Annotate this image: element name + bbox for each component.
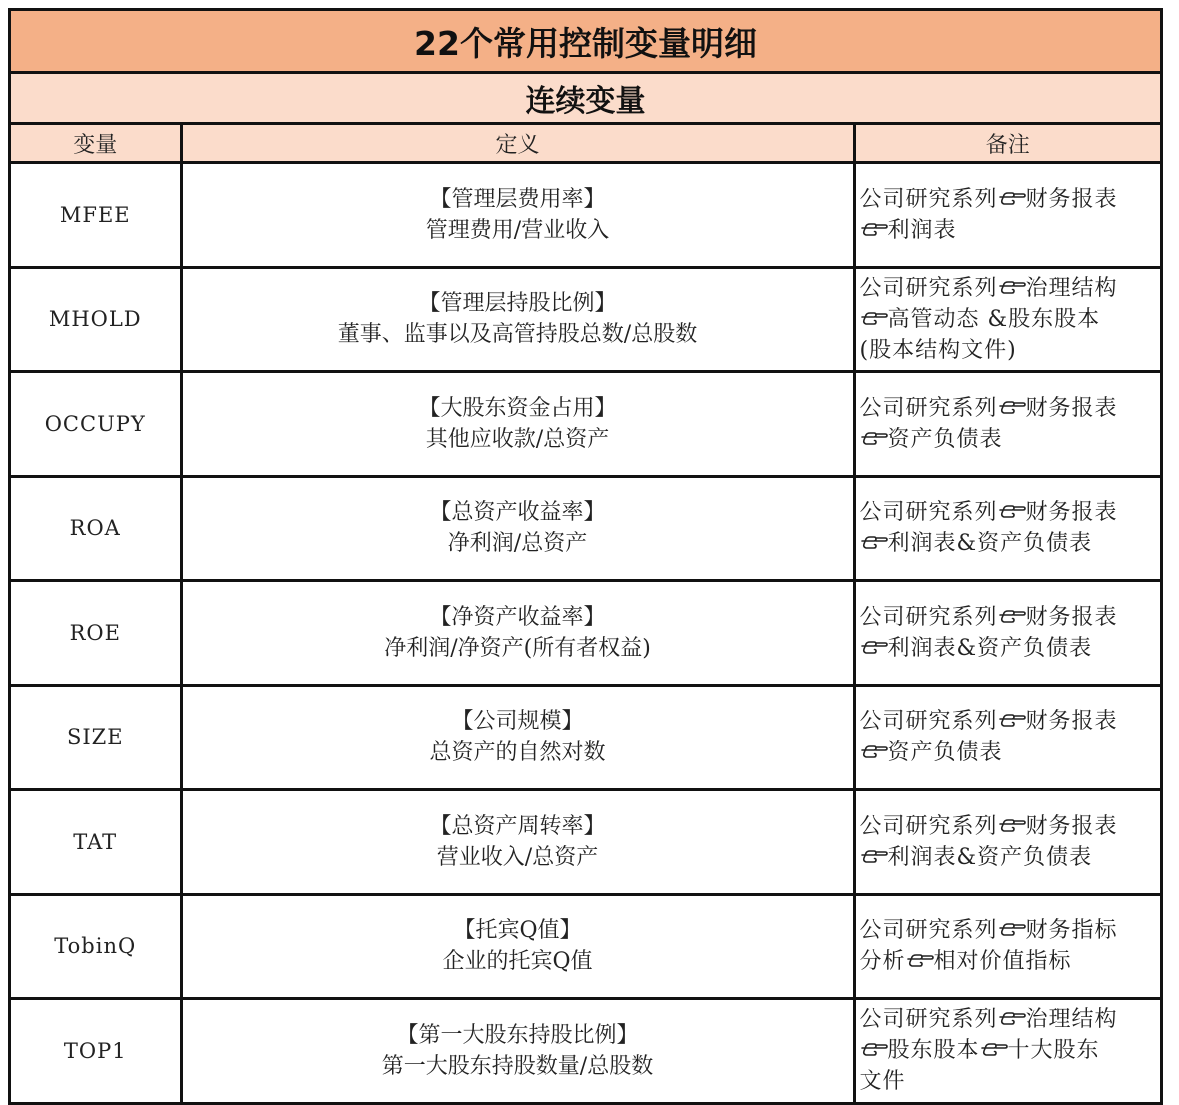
note-cell	[854, 476, 1160, 581]
sheet-title: 22个常用控制变量明细	[11, 11, 1160, 74]
note-text: 治理结构	[1025, 275, 1118, 301]
note-line	[860, 811, 1157, 842]
note-text: 公司研究系列	[859, 918, 998, 944]
note-line	[860, 497, 1157, 528]
note-text: 治理结构	[1025, 1007, 1118, 1033]
note-line	[860, 633, 1157, 664]
note-line	[860, 915, 1157, 946]
pointing-hand-icon	[998, 1006, 1026, 1026]
table-row	[11, 999, 1160, 1102]
header-variable: 变量	[11, 125, 181, 163]
note-line	[860, 528, 1157, 559]
note-line	[860, 424, 1157, 455]
pointing-hand-icon	[906, 948, 934, 968]
note-text: 财务报表	[1025, 186, 1118, 212]
table-row	[11, 685, 1160, 790]
definition-cell	[181, 894, 854, 999]
pointing-hand-icon	[860, 306, 888, 326]
header-note: 备注	[854, 125, 1160, 163]
note-cell	[854, 163, 1160, 268]
pointing-hand-icon	[998, 917, 1026, 937]
note-line	[860, 273, 1157, 304]
variable-cell: TAT	[11, 790, 181, 895]
definition-formula: 净利润/总资产	[447, 531, 588, 557]
note-cell	[854, 894, 1160, 999]
definition-formula: 其他应收款/总资产	[425, 426, 610, 452]
pointing-hand-icon	[998, 708, 1026, 728]
note-text: 利润表	[887, 217, 957, 243]
note-text: 利润表&资产负债表	[887, 531, 1093, 557]
note-text: 高管动态 &股东股本	[887, 306, 1101, 332]
note-text: 公司研究系列	[859, 1007, 998, 1033]
note-text: 利润表&资产负债表	[887, 635, 1093, 661]
pointing-hand-icon	[860, 217, 888, 237]
variable-cell: ROA	[11, 476, 181, 581]
definition-formula: 净利润/净资产(所有者权益)	[384, 635, 651, 661]
note-line	[860, 335, 1157, 366]
definition-cell	[181, 163, 854, 268]
definition-formula: 管理费用/营业收入	[425, 217, 610, 243]
table-row	[11, 894, 1160, 999]
pointing-hand-icon	[998, 275, 1026, 295]
note-cell	[854, 581, 1160, 686]
variables-table	[11, 125, 1160, 1102]
table-header-row	[11, 125, 1160, 163]
definition-formula: 第一大股东持股数量/总股数	[381, 1053, 654, 1079]
note-line	[860, 946, 1157, 977]
note-text: 资产负债表	[887, 426, 1003, 452]
note-cell	[854, 999, 1160, 1102]
note-line	[860, 215, 1157, 246]
note-text: 股东股本	[887, 1038, 980, 1064]
note-text: 公司研究系列	[859, 813, 998, 839]
table-row	[11, 267, 1160, 372]
definition-cell	[181, 267, 854, 372]
note-text: 财务报表	[1025, 709, 1118, 735]
note-text: 公司研究系列	[859, 709, 998, 735]
note-text: 公司研究系列	[859, 186, 998, 212]
note-text: (股本结构文件)	[859, 337, 1017, 363]
note-text: 财务报表	[1025, 500, 1118, 526]
note-line	[860, 737, 1157, 768]
note-line	[860, 184, 1157, 215]
note-text: 财务报表	[1025, 604, 1118, 630]
pointing-hand-icon	[998, 604, 1026, 624]
definition-title: 【大股东资金占用】	[418, 395, 617, 421]
pointing-hand-icon	[998, 186, 1026, 206]
definition-title: 【总资产收益率】	[429, 500, 606, 526]
definition-formula: 总资产的自然对数	[429, 740, 606, 766]
definition-title: 【公司规模】	[451, 709, 584, 735]
definition-formula: 企业的托宾Q值	[442, 949, 593, 975]
note-text: 资产负债表	[887, 740, 1003, 766]
pointing-hand-icon	[998, 499, 1026, 519]
definition-title: 【第一大股东持股比例】	[396, 1022, 639, 1048]
table-row	[11, 790, 1160, 895]
table-row	[11, 581, 1160, 686]
note-text: 公司研究系列	[859, 604, 998, 630]
definition-cell	[181, 999, 854, 1102]
note-line	[860, 1035, 1157, 1066]
header-definition: 定义	[181, 125, 854, 163]
definition-title: 【管理层持股比例】	[418, 291, 617, 317]
control-variables-sheet	[8, 8, 1163, 1105]
definition-title: 【总资产周转率】	[429, 813, 606, 839]
pointing-hand-icon	[860, 530, 888, 550]
variable-cell: OCCUPY	[11, 372, 181, 477]
definition-title: 【托宾Q值】	[453, 918, 582, 944]
pointing-hand-icon	[860, 739, 888, 759]
note-text: 公司研究系列	[859, 275, 998, 301]
note-cell	[854, 372, 1160, 477]
definition-cell	[181, 790, 854, 895]
definition-cell	[181, 476, 854, 581]
pointing-hand-icon	[980, 1037, 1008, 1057]
note-text: 文件	[859, 1069, 906, 1095]
note-line	[860, 842, 1157, 873]
variable-cell: MFEE	[11, 163, 181, 268]
variable-cell: TobinQ	[11, 894, 181, 999]
note-line	[860, 602, 1157, 633]
variable-cell: TOP1	[11, 999, 181, 1102]
note-text: 财务报表	[1025, 813, 1118, 839]
note-line	[860, 706, 1157, 737]
section-title: 连续变量	[11, 74, 1160, 125]
note-text: 财务报表	[1025, 395, 1118, 421]
pointing-hand-icon	[998, 813, 1026, 833]
definition-formula: 董事、监事以及高管持股总数/总股数	[337, 322, 698, 348]
table-row	[11, 372, 1160, 477]
variable-cell: ROE	[11, 581, 181, 686]
pointing-hand-icon	[860, 844, 888, 864]
note-line	[860, 1066, 1157, 1097]
definition-cell	[181, 581, 854, 686]
note-cell	[854, 685, 1160, 790]
variable-cell: MHOLD	[11, 267, 181, 372]
note-text: 财务指标	[1025, 918, 1118, 944]
note-line	[860, 304, 1157, 335]
pointing-hand-icon	[860, 635, 888, 655]
definition-title: 【净资产收益率】	[429, 604, 606, 630]
definition-formula: 营业收入/总资产	[436, 844, 599, 870]
pointing-hand-icon	[860, 1037, 888, 1057]
note-text: 公司研究系列	[859, 500, 998, 526]
pointing-hand-icon	[998, 395, 1026, 415]
note-cell	[854, 790, 1160, 895]
note-text: 十大股东	[1007, 1038, 1100, 1064]
definition-cell	[181, 372, 854, 477]
note-text: 利润表&资产负债表	[887, 844, 1093, 870]
table-row	[11, 163, 1160, 268]
table-row	[11, 476, 1160, 581]
definition-title: 【管理层费用率】	[429, 186, 606, 212]
definition-cell	[181, 685, 854, 790]
pointing-hand-icon	[860, 426, 888, 446]
variable-cell: SIZE	[11, 685, 181, 790]
note-line	[860, 393, 1157, 424]
note-line	[860, 1004, 1157, 1035]
note-cell	[854, 267, 1160, 372]
note-text: 相对价值指标	[933, 949, 1072, 975]
note-text: 公司研究系列	[859, 395, 998, 421]
note-text: 分析	[859, 949, 906, 975]
